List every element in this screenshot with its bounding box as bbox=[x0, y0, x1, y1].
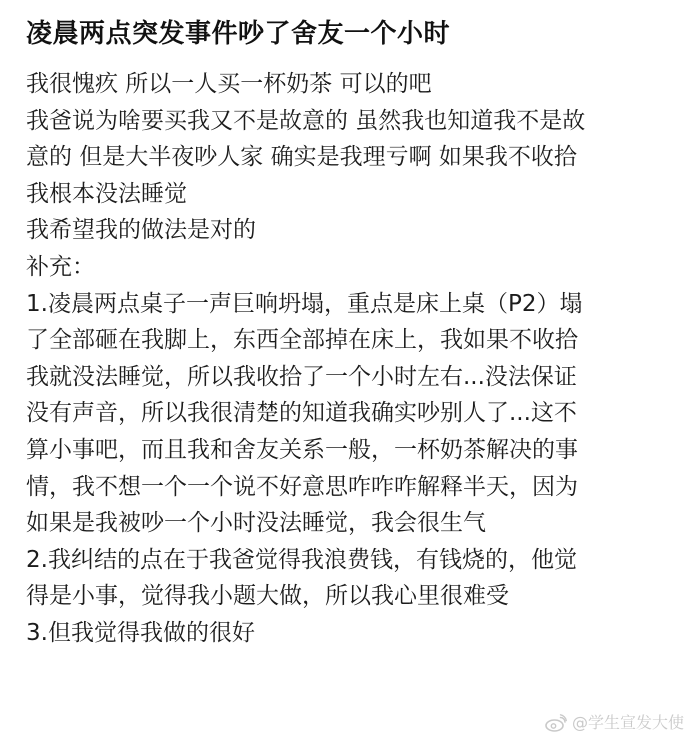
weibo-icon bbox=[545, 714, 567, 732]
body-line: 如果是我被吵一个小时没法睡觉，我会很生气 bbox=[26, 510, 486, 537]
body-line: 我爸说为啥要买我又不是故意的 虽然我也知道我不是故 bbox=[26, 107, 586, 134]
body-line: 我希望我的做法是对的 bbox=[26, 217, 256, 244]
body-line: 3.但我觉得我做的很好 bbox=[26, 619, 255, 646]
body-line: 得是小事，觉得我小题大做，所以我心里很难受 bbox=[26, 583, 509, 610]
body-line: 没有声音，所以我很清楚的知道我确实吵别人了...这不 bbox=[26, 400, 577, 427]
watermark bbox=[545, 712, 684, 734]
body-line: 意的 但是大半夜吵人家 确实是我理亏啊 如果我不收拾 bbox=[26, 144, 577, 171]
body-line: 我根本没法睡觉 bbox=[26, 180, 187, 207]
body-line: 了全部砸在我脚上，东西全部掉在床上，我如果不收拾 bbox=[26, 327, 578, 354]
body-line: 1.凌晨两点桌子一声巨响坍塌，重点是床上桌（P2）塌 bbox=[26, 290, 583, 317]
body-line: 情，我不想一个一个说不好意思咋咋咋解释半天，因为 bbox=[26, 473, 578, 500]
body-line: 补充： bbox=[26, 253, 95, 280]
post-body bbox=[26, 66, 666, 652]
post-title: 凌晨两点突发事件吵了舍友一个小时 bbox=[26, 19, 451, 49]
watermark-text: @学生宣发大使 bbox=[571, 713, 684, 732]
body-line: 我很愧疚 所以一人买一杯奶茶 可以的吧 bbox=[26, 71, 432, 97]
body-line: 算小事吧，而且我和舍友关系一般，一杯奶茶解决的事 bbox=[26, 436, 578, 463]
body-line: 我就没法睡觉，所以我收拾了一个小时左右...没法保证 bbox=[26, 363, 577, 390]
body-line: 2.我纠结的点在于我爸觉得我浪费钱，有钱烧的，他觉 bbox=[26, 546, 577, 573]
